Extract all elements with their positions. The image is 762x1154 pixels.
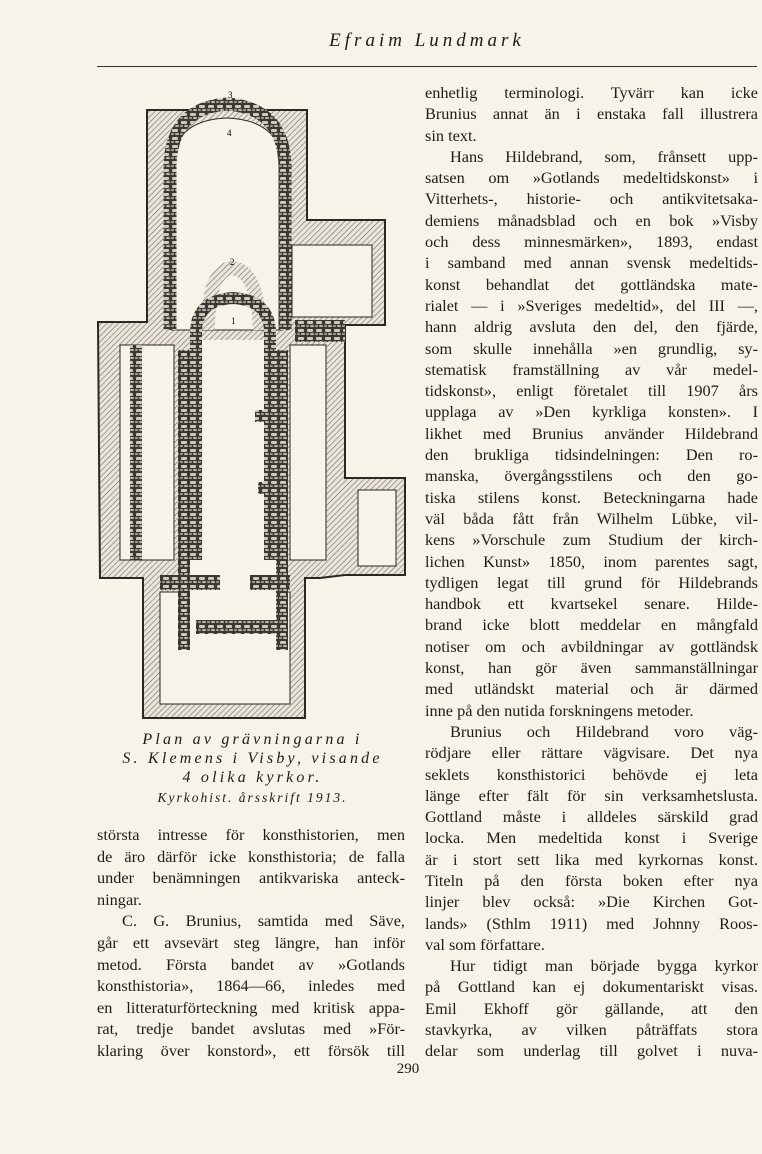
paragraph — [425, 721, 758, 955]
text-line: handbok ett kvartsekel senare. Hilde- — [425, 594, 758, 614]
text-line: rödjare eller rättare vägvisare. Det nya — [425, 743, 758, 763]
caption-line: 4 olika kyrkor. — [182, 769, 323, 786]
text-line: under benämningen antikvariska anteck- — [97, 868, 405, 888]
paragraph — [425, 82, 758, 146]
text-line: Emil Ekhoff gör gällande, att den — [425, 998, 758, 1018]
text-line: Brunius annat än i enstaka fall illustrera — [425, 104, 758, 124]
text-line: konst, han gör även sammanställningar — [425, 658, 758, 678]
paragraph — [97, 910, 405, 1061]
text-line: Hur tidigt man började bygga kyrkor — [450, 956, 758, 976]
text-line: satsen om »Gotlands medeltidskonst» i — [425, 168, 758, 188]
text-line: Brunius och Hildebrand voro väg- — [450, 721, 758, 741]
running-head: Efraim Lundmark — [329, 30, 525, 51]
text-line: seklets konsthistorici behövde ej leta — [425, 764, 758, 784]
text-line: Gottland måste i alldeles särskild grad — [425, 807, 758, 827]
text-line: metod. Första bandet av »Gotlands — [97, 954, 405, 974]
text-line: hann aldrig avsluta den del, den fjärde, — [425, 317, 758, 337]
left-text-column — [97, 824, 405, 1062]
text-line: enhetlig terminologi. Tyvärr kan icke — [425, 83, 758, 102]
text-line: går ett avsevärt steg längre, han inför — [97, 932, 405, 952]
plan-label-1: 1 — [231, 316, 236, 326]
text-line: är i stort sett lika med kyrkornas konst. — [425, 849, 758, 869]
text-line: inne på den nutida forskningens metoder. — [425, 700, 694, 720]
text-line: tiska stilens konst. Beteckningarna hade — [425, 487, 758, 507]
text-line: på Gottland kan ej dokumentariskt visas. — [425, 977, 758, 997]
plan-label-2: 2 — [230, 257, 235, 267]
text-line: kens »Vorschule zum Studium der kirch- — [425, 530, 758, 550]
text-line: likhet med Brunius använder Hildebrand — [425, 423, 758, 443]
text-line: de äro därför icke konsthistoria; de falla — [97, 846, 405, 866]
text-line: en litteraturförteckning med kritisk appa- — [97, 997, 405, 1017]
text-line: väl båda fått från Wilhelm Lübke, vil- — [425, 508, 758, 528]
text-line: Titeln på den första boken efter nya — [425, 870, 758, 890]
text-line: största intresse för konsthistorien, men — [97, 825, 405, 844]
figure-caption — [100, 730, 405, 809]
text-line: sin text. — [425, 125, 477, 145]
text-line: lichen Kunst» 1850, inom parentes sagt, — [425, 551, 758, 571]
text-line: demiens månadsblad och en bok »Visby — [425, 210, 758, 230]
text-line: rat, tredje bandet avslutas med »För- — [97, 1019, 405, 1039]
text-line: locka. Men medeltida konst i Sverige — [425, 828, 758, 848]
text-line: i samband med annan svensk medeltids- — [425, 253, 758, 273]
text-line: klaring över konstord», ett försök till — [97, 1040, 405, 1060]
floor-plan-drawing — [96, 84, 408, 724]
text-line: stavkyrka, av vilken påträffats stora — [425, 1020, 758, 1040]
right-text-column — [425, 82, 758, 1062]
header-rule — [97, 66, 757, 67]
caption-line: Plan av grävningarna i — [142, 731, 363, 748]
text-line: Hans Hildebrand, som, frånsett upp- — [450, 146, 758, 166]
text-line: C. G. Brunius, samtida med Säve, — [122, 911, 405, 931]
text-line: som skulle innehålla »en grundlig, sy- — [425, 338, 758, 358]
text-line: val som författare. — [425, 934, 545, 954]
page-number: 290 — [396, 1061, 420, 1077]
text-line: rialet — i »Sveriges medeltid», del III —, — [425, 295, 758, 315]
text-line: tidskonst», enligt företalet till 1907 års — [425, 381, 758, 401]
text-line: konsthistoria», 1864—66, inledes med — [97, 976, 405, 996]
text-line: brand icke blott meddelar en mångfald — [425, 615, 758, 635]
text-line: linjer blev också: »Die Kirchen Got- — [425, 892, 758, 912]
text-line: konst behandlat det gottländska mate- — [425, 274, 758, 294]
text-line: Vitterhets-, historie- och antikvitetsaka- — [425, 189, 758, 209]
text-line: notiser om och avbildningar av gottländsk — [425, 636, 758, 656]
paragraph — [425, 146, 758, 721]
paragraph — [97, 824, 405, 910]
plan-label-4: 4 — [227, 128, 232, 138]
text-line: med utländskt material och är därmed — [425, 679, 758, 699]
paragraph — [425, 955, 758, 1061]
text-line: ningar. — [97, 889, 142, 909]
plan-label-3: 3 — [228, 90, 233, 100]
text-line: den brukliga tidsindelningen: Den ro- — [425, 445, 758, 465]
text-line: manska, övergångsstilens och den go- — [425, 466, 758, 486]
text-line: stematisk framställning av vår medel- — [425, 359, 758, 379]
text-line: tydligen legat till grund för Hildebrands — [425, 572, 758, 592]
text-line: delar som underlag till golvet i nuva- — [425, 1041, 758, 1061]
text-line: lands» (Sthlm 1911) med Johnny Roos- — [425, 913, 758, 933]
text-line: upplaga av »Den kyrkliga konsten». I — [425, 402, 758, 422]
caption-source: Kyrkohist. årsskrift 1913. — [157, 790, 348, 805]
church-floor-plan-figure — [96, 84, 408, 724]
caption-line: S. Klemens i Visby, visande — [122, 750, 383, 767]
text-line: länge efter fält för sin verksamhetslusta. — [425, 785, 758, 805]
text-line: och dess minnesmärken», 1893, endast — [425, 232, 758, 252]
